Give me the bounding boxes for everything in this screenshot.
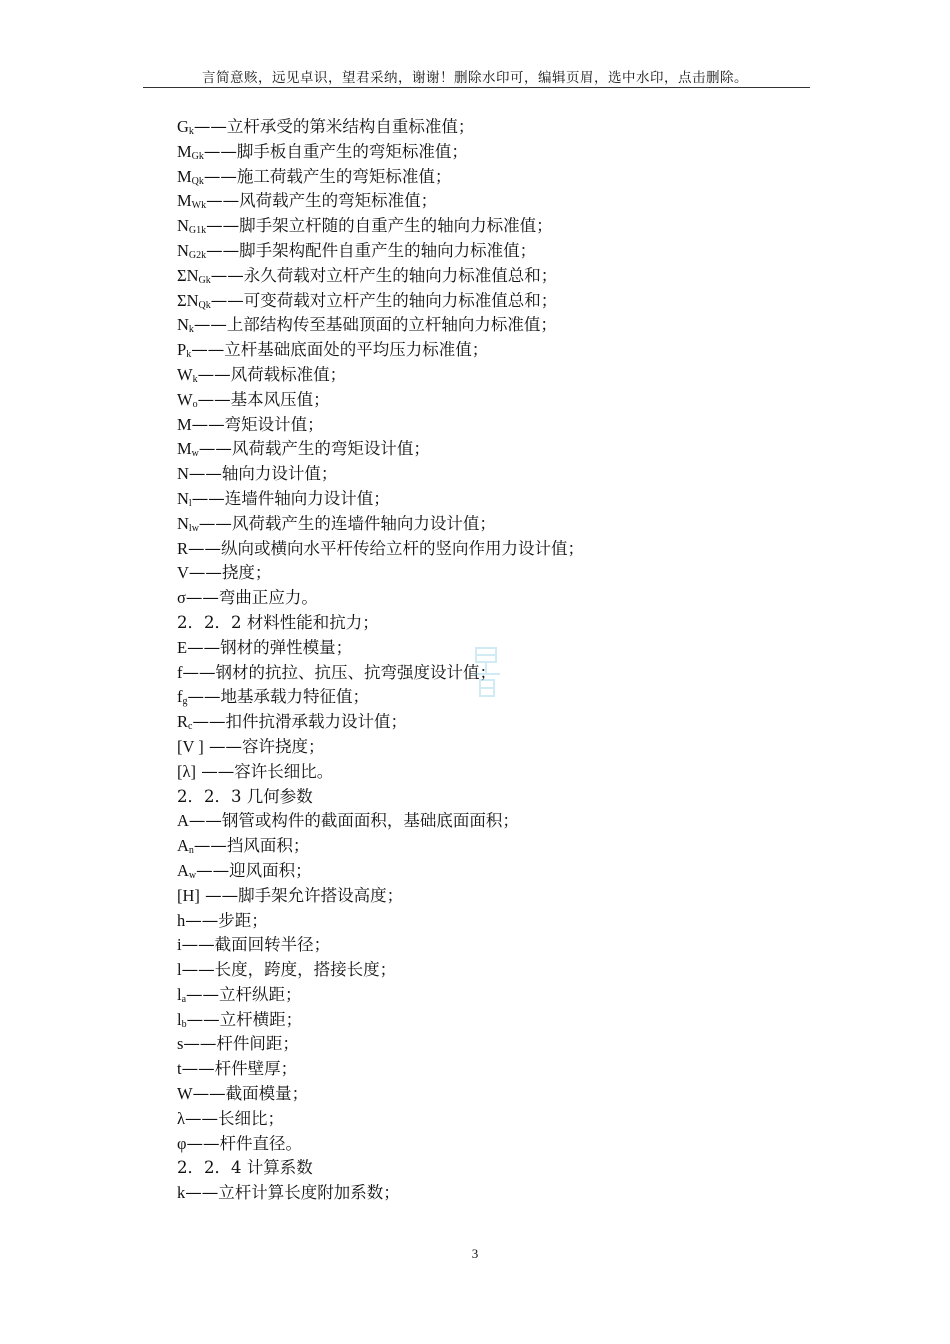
definition-line: [177, 512, 817, 537]
definition-line: [177, 983, 817, 1008]
definition-text: ——钢材的抗拉、抗压、抗弯强度设计值；: [182, 662, 496, 682]
definition-line: [177, 1132, 817, 1157]
symbol-subscript: k: [188, 126, 194, 137]
definition-text: ——轴向力设计值；: [188, 464, 338, 484]
definition-line: [177, 115, 817, 140]
symbol: M: [177, 141, 192, 161]
definition-line: [177, 735, 817, 760]
definition-text: ——基本风压值；: [197, 389, 330, 409]
definition-text: ——脚手架允许搭设高度；: [199, 885, 404, 905]
definition-line: [177, 1156, 817, 1181]
definition-line: [177, 140, 817, 165]
symbol: [λ]: [177, 761, 196, 781]
definition-text: ——立杆计算长度附加系数；: [185, 1183, 400, 1203]
definition-text: ——纵向或横向水平杆传给立杆的竖向作用力设计值；: [188, 538, 585, 558]
definition-text: ——挠度；: [188, 563, 272, 583]
definition-text: ——上部结构传至基础顶面的立杆轴向力标准值；: [193, 315, 557, 335]
symbol: N: [177, 464, 189, 484]
definition-line: [177, 313, 817, 338]
definition-text: ——杆件壁厚；: [181, 1059, 298, 1079]
watermark-icon: [470, 640, 504, 706]
symbol: R: [177, 712, 189, 732]
definition-line: [177, 338, 817, 363]
definition-text: ——立杆承受的第米结构自重标准值；: [193, 117, 475, 136]
definition-text: ——杆件间距；: [183, 1034, 299, 1054]
definition-text: ——钢材的弹性模量；: [187, 637, 353, 657]
symbol: R: [177, 538, 189, 558]
definition-line: [177, 388, 817, 413]
definition-text: ——永久荷载对立杆产生的轴向力标准值总和；: [210, 265, 558, 285]
symbol: W: [177, 364, 193, 384]
symbol-subscript: k: [192, 373, 198, 385]
symbol: N: [177, 315, 189, 335]
symbol: λ: [177, 1108, 186, 1128]
symbol: f: [177, 662, 183, 682]
symbol: l: [177, 1009, 182, 1029]
symbol: [V ]: [177, 736, 204, 756]
symbol: [H]: [177, 885, 200, 905]
definition-text: 2．2．4 计算系数: [177, 1158, 313, 1178]
symbol-subscript: a: [181, 993, 187, 1005]
symbol: A: [177, 836, 189, 856]
symbol: f: [177, 687, 183, 707]
symbol: M: [177, 414, 192, 434]
definition-text: ——钢管或构件的截面面积，基础底面面积；: [188, 811, 519, 831]
definition-text: ——连墙件轴向力设计值；: [191, 488, 390, 508]
symbol-subscript: o: [192, 398, 198, 410]
definition-text: ——立杆基础底面处的平均压力标准值；: [191, 340, 489, 360]
symbol: E: [177, 637, 188, 657]
symbol-subscript: Gk: [198, 274, 211, 286]
symbol: W: [177, 389, 193, 409]
definition-text: ——风荷载产生的连墙件轴向力设计值；: [198, 513, 496, 533]
definition-text: ——长细比；: [185, 1108, 285, 1128]
definition-line: [177, 859, 817, 884]
symbol-subscript: G2k: [188, 249, 207, 261]
symbol-subscript: n: [188, 845, 194, 857]
definition-line: [177, 1107, 817, 1132]
header-note: 言简意赅，远见卓识，望君采纳，谢谢！删除水印可，编辑页眉，选中水印，点击删除。: [202, 70, 748, 86]
definition-line: [177, 958, 817, 983]
definition-line: [177, 909, 817, 934]
symbol: h: [177, 910, 186, 930]
symbol: t: [177, 1059, 182, 1079]
definition-line: [177, 363, 817, 388]
symbol: N: [177, 240, 189, 260]
symbol-subscript: k: [188, 324, 194, 336]
definition-line: [177, 264, 817, 289]
definition-text: ——容许长细比。: [196, 761, 334, 781]
symbol-subscript: Wk: [191, 200, 207, 212]
symbol-subscript: c: [188, 721, 193, 733]
definition-text: ——截面回转半径；: [181, 935, 331, 955]
header-divider: [143, 87, 810, 88]
definition-line: [177, 710, 817, 735]
definition-line: [177, 1032, 817, 1057]
symbol: V: [177, 563, 189, 583]
definition-line: [177, 834, 817, 859]
symbol: A: [177, 811, 189, 831]
symbol-subscript: Gk: [191, 150, 204, 162]
definition-text: 2．2．3 几何参数: [177, 786, 313, 806]
definition-line: [177, 933, 817, 958]
definition-text: ——风荷载标准值；: [197, 364, 347, 384]
symbol: P: [177, 340, 187, 360]
definition-text: ——风荷载产生的弯矩标准值；: [206, 191, 438, 211]
symbol: W: [177, 1084, 193, 1104]
symbol: φ: [177, 1133, 187, 1153]
symbol: k: [177, 1183, 186, 1203]
symbol: N: [177, 513, 189, 533]
definition-line: [177, 437, 817, 462]
symbol: M: [177, 439, 192, 459]
symbol: s: [177, 1034, 184, 1054]
symbol-subscript: w: [188, 869, 197, 881]
definition-line: [177, 760, 817, 785]
definition-text: ——立杆纵距；: [186, 984, 302, 1004]
symbol-subscript: Qk: [198, 299, 211, 311]
definition-text: ——截面模量；: [192, 1084, 309, 1104]
definition-text: ——施工荷载产生的弯矩标准值；: [203, 166, 452, 186]
symbol-subscript: w: [191, 448, 199, 460]
definition-text: ——挡风面积；: [193, 836, 310, 856]
definition-text: ——地基承载力特征值；: [187, 687, 369, 707]
definition-text: ——可变荷载对立杆产生的轴向力标准值总和；: [210, 290, 558, 310]
definition-line: [177, 289, 817, 314]
definition-text: ——弯曲正应力。: [185, 588, 318, 608]
definition-text: ——风荷载产生的弯矩设计值；: [198, 439, 430, 459]
definition-text: ——弯矩设计值；: [191, 414, 324, 434]
definition-text: ——长度，跨度，搭接长度；: [181, 960, 397, 980]
symbol: i: [177, 935, 182, 955]
definition-text: ——容许挠度；: [203, 736, 325, 756]
definition-line: [177, 1082, 817, 1107]
symbol: N: [177, 216, 189, 236]
symbol: σ: [177, 588, 186, 608]
definition-line: [177, 462, 817, 487]
definition-text: ——脚手板自重产生的弯矩标准值；: [203, 141, 468, 161]
symbol: ΣN: [177, 290, 199, 310]
symbol: M: [177, 166, 192, 186]
definition-line: [177, 611, 817, 636]
symbol-subscript: G1k: [188, 225, 207, 237]
symbol: A: [177, 860, 189, 880]
definition-text: 2．2．2 材料性能和抗力；: [177, 612, 379, 632]
symbol: G: [177, 117, 189, 136]
symbol-subscript: g: [182, 696, 188, 708]
definition-line: [177, 537, 817, 562]
definition-line: [177, 487, 817, 512]
symbol-subscript: k: [186, 349, 192, 361]
symbol-subscript: Qk: [191, 175, 204, 187]
definition-line: [177, 1008, 817, 1033]
definition-text: ——杆件直径。: [186, 1133, 303, 1153]
symbol-subscript: lw: [188, 522, 199, 534]
symbol: M: [177, 191, 192, 211]
symbol-subscript: l: [188, 497, 192, 509]
definition-text: ——脚手架构配件自重产生的轴向力标准值；: [206, 240, 537, 260]
definition-text: ——迎风面积；: [196, 860, 312, 880]
definition-line: [177, 586, 817, 611]
definition-line: [177, 189, 817, 214]
definition-line: [177, 413, 817, 438]
definition-line: [177, 884, 817, 909]
definition-text: ——步距；: [185, 910, 268, 930]
definition-text: ——立杆横距；: [186, 1009, 303, 1029]
definition-text: ——脚手架立杆随的自重产生的轴向力标准值；: [206, 216, 553, 236]
definition-line: [177, 165, 817, 190]
symbol: N: [177, 488, 189, 508]
definition-line: [177, 561, 817, 586]
symbol: ΣN: [177, 265, 199, 285]
definition-line: [177, 785, 817, 810]
definition-line: [177, 1181, 817, 1206]
definition-line: [177, 239, 817, 264]
page-number: 3: [471, 1246, 479, 1261]
definition-text: ——扣件抗滑承载力设计值；: [192, 712, 407, 732]
definition-line: [177, 1057, 817, 1082]
definition-line: [177, 214, 817, 239]
symbol: l: [177, 960, 182, 980]
symbol: l: [177, 984, 182, 1004]
symbol-subscript: b: [181, 1018, 187, 1030]
definition-line: [177, 809, 817, 834]
